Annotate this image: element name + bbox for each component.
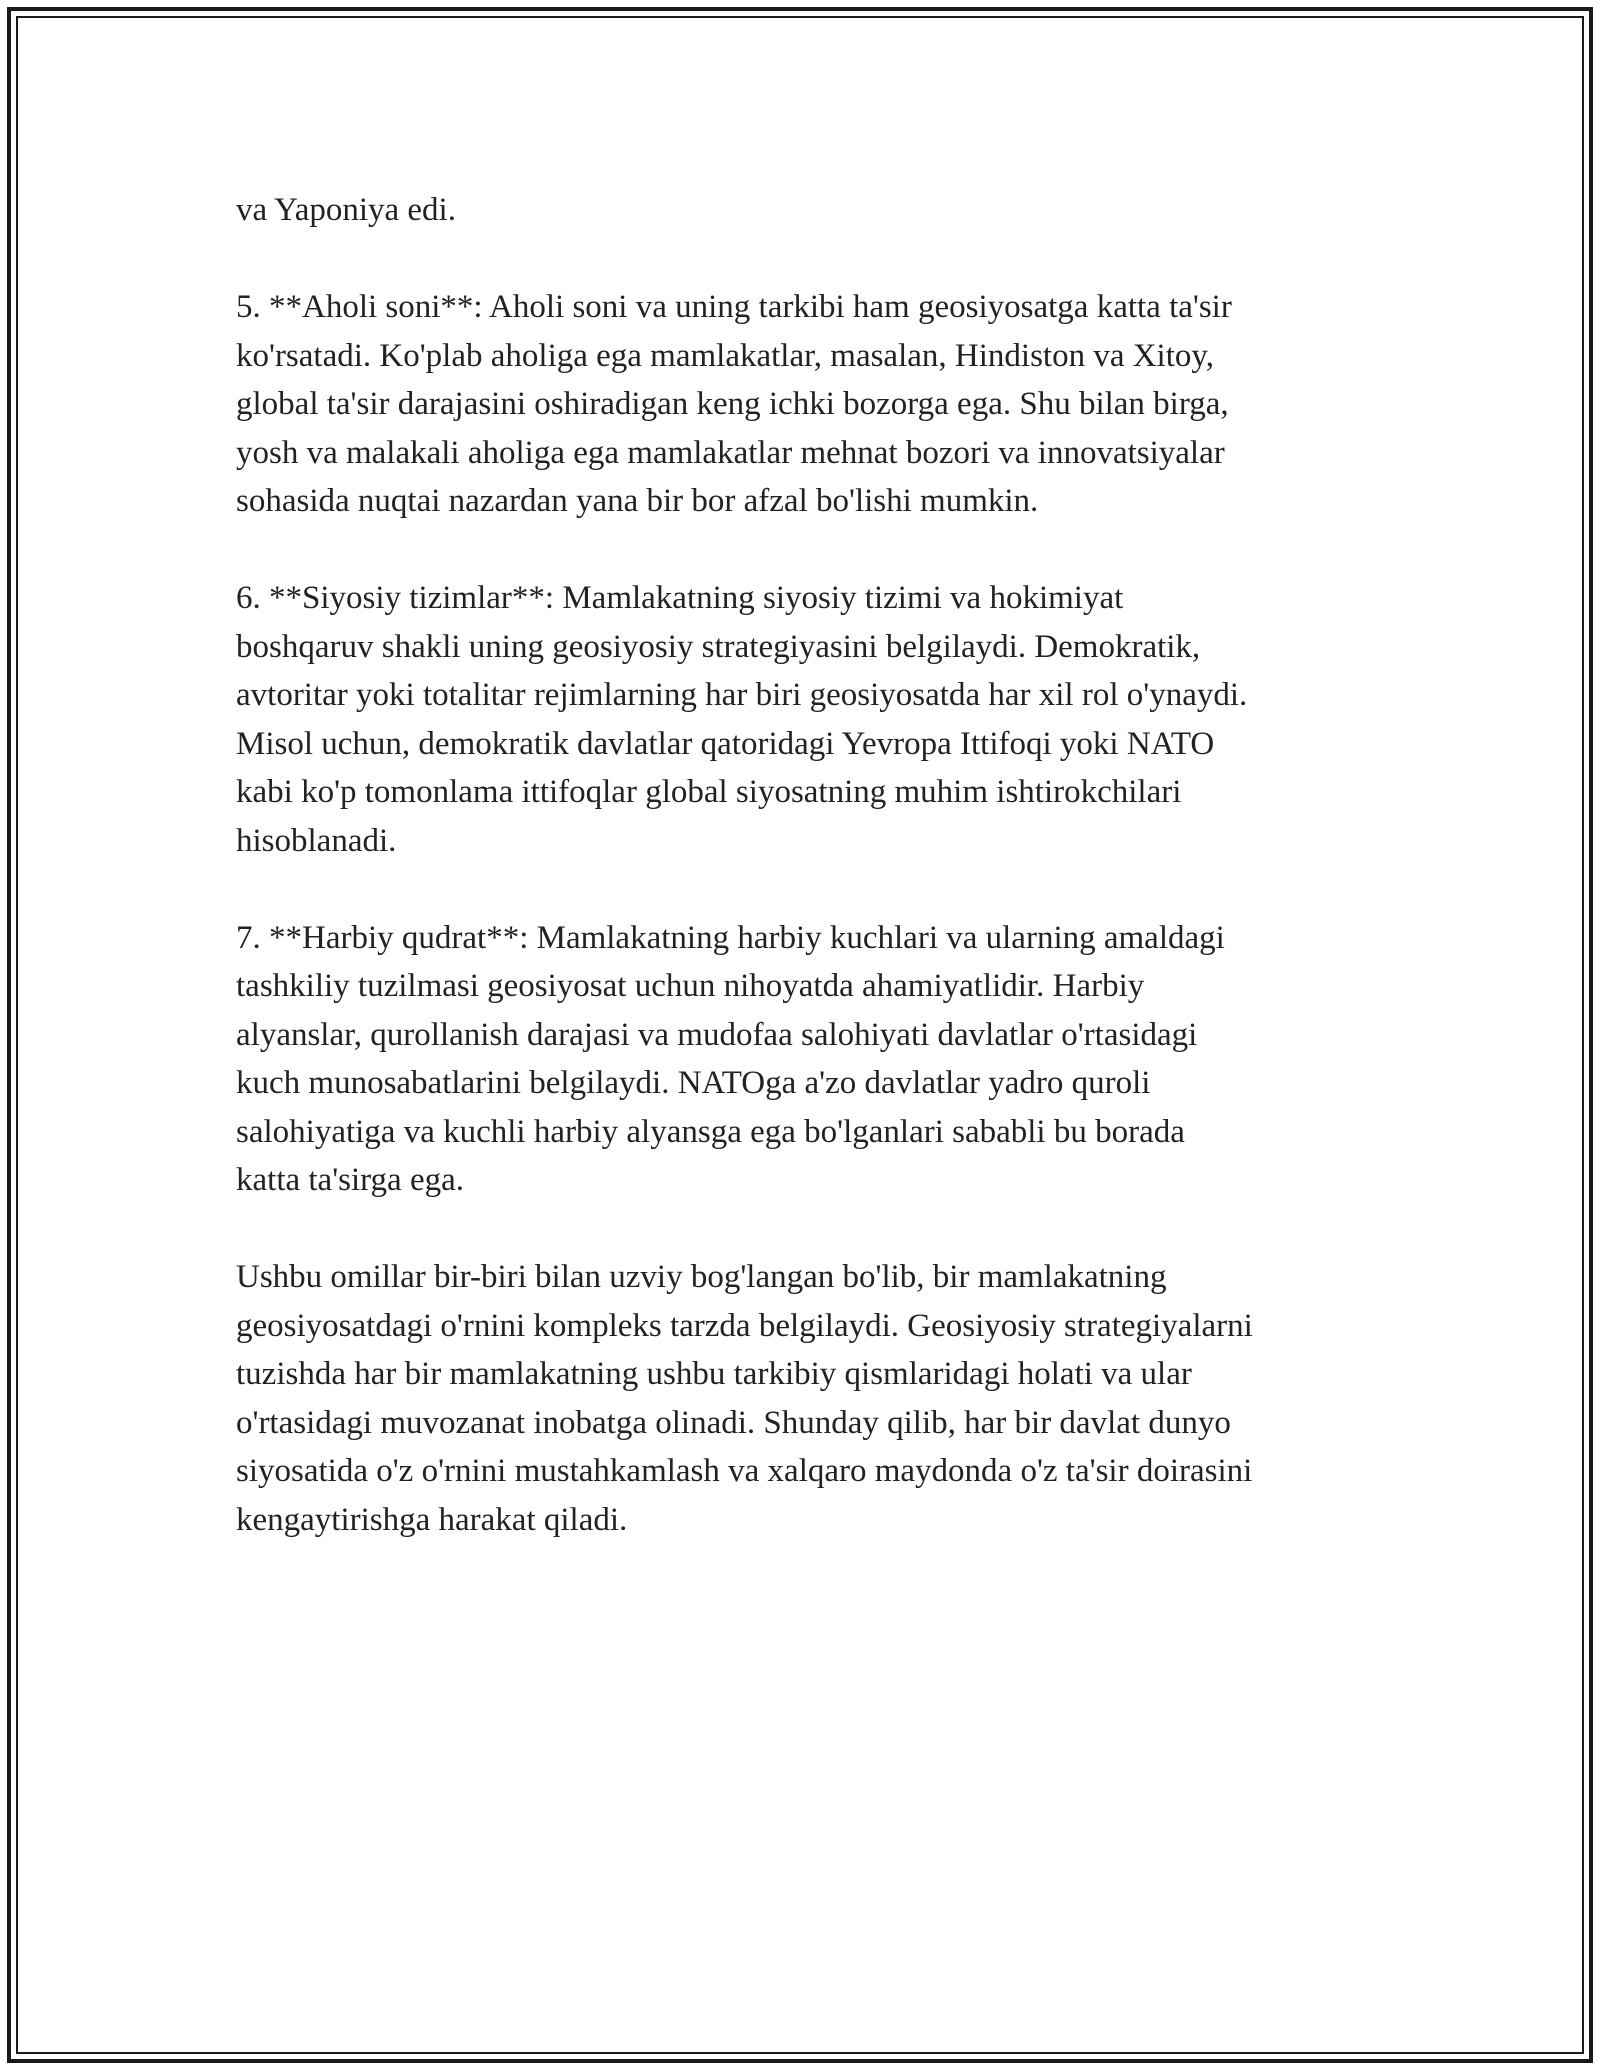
text-line: boshqaruv shakli uning geosiyosiy strategiyasini belgilaydi. Demokratik, (236, 628, 1201, 665)
text-line: kuch munosabatlarini belgilaydi. NATOga a'zo davlatlar yadro quroli (236, 1065, 1151, 1101)
text-line: salohiyatiga va kuchli harbiy alyansga ega bo'lganlari sababli bu borada (236, 1113, 1185, 1150)
document-body (236, 186, 1386, 1593)
text-line: global ta'sir darajasini oshiradigan keng ichki bozorga ega. Shu bilan birga, (236, 386, 1229, 422)
paragraph-political-systems (236, 574, 1386, 865)
paragraph-continuation (236, 186, 1386, 235)
paragraph-conclusion (236, 1253, 1386, 1544)
text-line: tashkiliy tuzilmasi geosiyosat uchun nihoyatda ahamiyatlidir. Harbiy (236, 968, 1145, 1004)
text-line: 7. **Harbiy qudrat**: Mamlakatning harbiy kuchlari va ularning amaldagi (236, 919, 1225, 956)
text-line: katta ta'sirga ega. (236, 1162, 464, 1198)
text-line: ko'rsatadi. Ko'plab aholiga ega mamlakatlar, masalan, Hindiston va Xitoy, (236, 337, 1214, 374)
paragraph-population (236, 283, 1386, 526)
text-line: Ushbu omillar bir-biri bilan uzviy bog'langan bo'lib, bir mamlakatning (236, 1259, 1167, 1295)
text-line: hisoblanadi. (236, 822, 397, 859)
text-line: geosiyosatdagi o'rnini kompleks tarzda belgilaydi. Geosiyosiy strategiyalarni (236, 1307, 1253, 1344)
text-line: alyanslar, qurollanish darajasi va mudofaa salohiyati davlatlar o'rtasidagi (236, 1016, 1198, 1053)
text-line: kabi ko'p tomonlama ittifoqlar global siyosatning muhim ishtirokchilari (236, 774, 1182, 810)
text-line: avtoritar yoki totalitar rejimlarning har biri geosiyosatda har xil rol o'ynaydi. (236, 677, 1248, 713)
paragraph-military-power (236, 914, 1386, 1205)
text-line: Misol uchun, demokratik davlatlar qatoridagi Yevropa Ittifoqi yoki NATO (236, 725, 1215, 762)
text-line: 6. **Siyosiy tizimlar**: Mamlakatning siyosiy tizimi va hokimiyat (236, 580, 1124, 616)
text-line: kengaytirishga harakat qiladi. (236, 1501, 628, 1538)
text-line: sohasida nuqtai nazardan yana bir bor afzal bo'lishi mumkin. (236, 483, 1039, 519)
text-line: va Yaponiya edi. (236, 192, 456, 228)
text-line: tuzishda har bir mamlakatning ushbu tarkibiy qismlaridagi holati va ular (236, 1356, 1192, 1392)
text-line: o'rtasidagi muvozanat inobatga olinadi. Shunday qilib, har bir davlat dunyo (236, 1404, 1231, 1441)
text-line: 5. **Aholi soni**: Aholi soni va uning tarkibi ham geosiyosatga katta ta'sir (236, 289, 1232, 325)
text-line: siyosatida o'z o'rnini mustahkamlash va xalqaro maydonda o'z ta'sir doirasini (236, 1453, 1253, 1489)
text-line: yosh va malakali aholiga ega mamlakatlar mehnat bozori va innovatsiyalar (236, 434, 1225, 471)
